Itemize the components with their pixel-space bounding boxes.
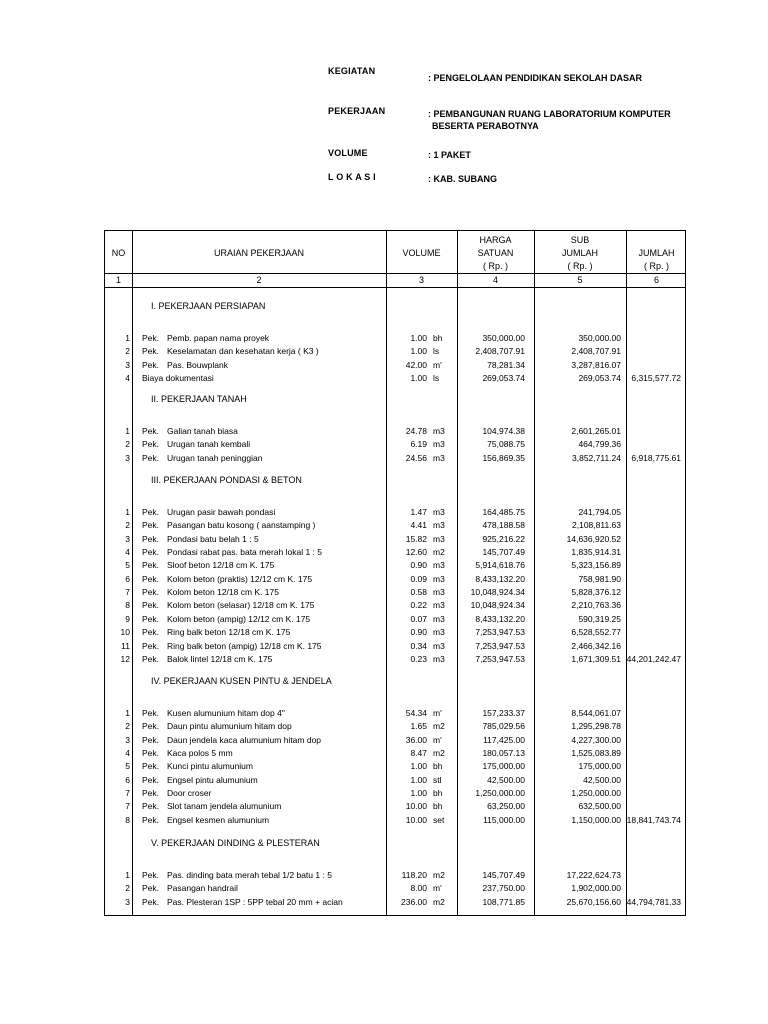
row-subtotal: 2,108,811.63	[572, 520, 621, 531]
col-number: 2	[256, 275, 262, 285]
kegiatan-value: : PENGELOLAAN PENDIDIKAN SEKOLAH DASAR	[428, 73, 643, 83]
row-volume: 0.07	[410, 613, 427, 624]
row-unit: m3	[433, 627, 445, 638]
row-number: 2	[125, 721, 130, 732]
row-number: 3	[125, 896, 130, 907]
row-unit-price: 78,281.34	[487, 359, 525, 370]
row-subtotal: 350,000.00	[578, 333, 621, 343]
table-row	[105, 653, 687, 666]
row-unit: m'	[433, 734, 442, 745]
row-prefix: Pek.	[142, 640, 160, 651]
table-row	[105, 345, 687, 358]
row-number: 5	[125, 560, 130, 571]
row-description: Kolom beton (ampig) 12/12 cm K. 175	[167, 613, 311, 624]
row-unit-price: 63,250.00	[487, 801, 525, 812]
header-no: NO	[111, 248, 126, 258]
table-row	[105, 425, 687, 438]
row-total: 18,841,743.74	[626, 814, 681, 825]
table-row	[105, 438, 687, 451]
row-volume: 0.09	[410, 573, 427, 584]
row-number: 1	[125, 333, 130, 343]
row-unit: ls	[433, 373, 440, 384]
header-volume: VOLUME	[402, 248, 441, 258]
header-harga-line1: HARGA	[479, 235, 512, 245]
row-unit-price: 75,088.75	[487, 439, 525, 450]
table-row	[105, 506, 687, 519]
row-number: 12	[120, 653, 130, 664]
table-row	[105, 814, 687, 827]
table-row	[105, 546, 687, 559]
row-volume: 6.19	[410, 439, 427, 450]
row-prefix: Pek.	[142, 627, 160, 638]
row-volume: 1.00	[410, 346, 427, 357]
row-number: 6	[125, 774, 130, 785]
row-number: 10	[120, 627, 130, 638]
row-prefix: Pek.	[142, 748, 160, 759]
row-description: Kaca polos 5 mm	[167, 748, 233, 759]
section-title: IV. PEKERJAAN KUSEN PINTU & JENDELA	[151, 676, 332, 686]
row-unit: m2	[433, 721, 445, 732]
header-lokasi	[328, 172, 728, 192]
row-subtotal: 1,835,914.31	[571, 547, 621, 558]
col-number: 3	[418, 275, 424, 285]
row-description: Biaya dokumentasi	[142, 373, 214, 384]
row-unit: set	[433, 814, 445, 825]
volume-value: : 1 PAKET	[428, 150, 471, 160]
row-prefix: Pek.	[142, 520, 160, 531]
header-harga-line2: SATUAN	[477, 248, 514, 258]
table-row	[105, 640, 687, 653]
row-description: Pemb. papan nama proyek	[167, 333, 270, 343]
row-prefix: Pek.	[142, 761, 160, 772]
lokasi-value: : KAB. SUBANG	[428, 174, 497, 184]
row-subtotal: 17,222,624.73	[566, 870, 621, 880]
row-description: Daun jendela kaca alumunium hitam dop	[167, 734, 322, 745]
table-row	[105, 787, 687, 800]
row-unit-price: 7,253,947.53	[475, 640, 525, 651]
row-number: 4	[125, 373, 130, 384]
row-description: Urugan tanah kembali	[167, 439, 251, 450]
row-prefix: Pek.	[142, 533, 160, 544]
kegiatan-label: KEGIATAN	[328, 66, 376, 76]
row-number: 1	[125, 870, 130, 880]
row-unit-price: 7,253,947.53	[475, 627, 525, 638]
table-row	[105, 533, 687, 546]
row-subtotal: 241,794.05	[578, 507, 621, 517]
row-volume: 0.22	[410, 600, 427, 611]
table-row	[105, 519, 687, 532]
table-row	[105, 707, 687, 720]
table-row	[105, 372, 687, 385]
table-row	[105, 882, 687, 895]
row-prefix: Pek.	[142, 547, 160, 558]
header-divider	[105, 287, 685, 288]
row-description: Ring balk beton (ampig) 12/18 cm K. 175	[167, 640, 322, 651]
row-description: Pondasi rabat pas. bata merah lokal 1 : 5	[167, 547, 322, 558]
row-unit-price: 1,250,000.00	[475, 788, 525, 799]
col-number: 6	[653, 275, 659, 285]
row-prefix: Pek.	[142, 573, 160, 584]
row-description: Slot tanam jendela alumunium	[167, 801, 282, 812]
row-unit: m3	[433, 600, 445, 611]
row-unit-price: 164,485.75	[482, 507, 525, 517]
row-number: 4	[125, 547, 130, 558]
table-row	[105, 800, 687, 813]
row-volume: 1.47	[410, 507, 427, 517]
header-harga-satuan	[457, 234, 534, 272]
row-prefix: Pek.	[142, 870, 160, 880]
row-prefix: Pek.	[142, 653, 160, 664]
row-unit-price: 104,974.38	[482, 426, 525, 436]
row-subtotal: 42,500.00	[583, 774, 621, 785]
row-prefix: Pek.	[142, 452, 160, 463]
row-unit: m3	[433, 439, 445, 450]
row-number: 2	[125, 520, 130, 531]
row-subtotal: 25,670,156.60	[566, 896, 621, 907]
row-prefix: Pek.	[142, 788, 160, 799]
row-volume: 1.00	[410, 761, 427, 772]
row-unit-price: 10,048,924.34	[470, 587, 525, 598]
table-row	[105, 896, 687, 909]
row-number: 8	[125, 600, 130, 611]
section-title: V. PEKERJAAN DINDING & PLESTERAN	[151, 838, 320, 848]
row-volume: 8.00	[410, 883, 427, 894]
row-volume: 0.58	[410, 587, 427, 598]
row-prefix: Pek.	[142, 896, 160, 907]
header-kegiatan	[328, 66, 728, 106]
row-prefix: Pek.	[142, 613, 160, 624]
table-row	[105, 760, 687, 773]
header-uraian: URAIAN PEKERJAAN	[213, 248, 305, 258]
row-unit-price: 157,233.37	[482, 708, 525, 718]
row-unit-price: 42,500.00	[487, 774, 525, 785]
row-subtotal: 2,601,265.01	[571, 426, 621, 436]
row-number: 7	[125, 587, 130, 598]
row-prefix: Pek.	[142, 426, 160, 436]
row-unit: m2	[433, 870, 445, 880]
row-unit: m3	[433, 507, 445, 517]
row-volume: 10.00	[405, 801, 427, 812]
row-subtotal: 464,799.36	[578, 439, 621, 450]
row-subtotal: 2,466,342.16	[571, 640, 621, 651]
row-prefix: Pek.	[142, 346, 160, 357]
row-total: 6,918,775.61	[631, 452, 681, 463]
row-unit-price: 145,707.49	[482, 547, 525, 558]
row-description: Galian tanah biasa	[167, 426, 238, 436]
row-subtotal: 175,000.00	[578, 761, 621, 772]
row-unit: bh	[433, 333, 443, 343]
row-volume: 1.00	[410, 788, 427, 799]
row-subtotal: 1,525,083.89	[571, 748, 621, 759]
row-description: Kolom beton (selasar) 12/18 cm K. 175	[167, 600, 315, 611]
col-number: 5	[577, 275, 583, 285]
row-description: Pasangan handrail	[167, 883, 238, 894]
row-unit: m3	[433, 452, 445, 463]
row-number: 11	[121, 640, 130, 651]
row-unit: ls	[433, 346, 440, 357]
row-unit: m3	[433, 533, 445, 544]
row-volume: 24.56	[405, 452, 427, 463]
row-number: 7	[125, 801, 130, 812]
row-description: Keselamatan dan kesehatan kerja ( K3 )	[167, 346, 319, 357]
row-subtotal: 1,295,298.78	[571, 721, 621, 732]
row-unit-price: 175,000.00	[482, 761, 525, 772]
row-total: 44,201,242.47	[626, 653, 681, 664]
lokasi-label: L O K A S I	[328, 172, 376, 182]
header-sub-jumlah	[534, 234, 626, 272]
row-subtotal: 632,500.00	[578, 801, 621, 812]
row-unit-price: 108,771.85	[482, 896, 525, 907]
header-pekerjaan	[328, 106, 728, 148]
row-prefix: Pek.	[142, 734, 160, 745]
table-row	[105, 747, 687, 760]
row-description: Kolom beton (praktis) 12/12 cm K. 175	[167, 573, 313, 584]
row-number: 2	[125, 883, 130, 894]
row-description: Door croser	[167, 788, 212, 799]
table-row	[105, 359, 687, 372]
row-number: 2	[125, 439, 130, 450]
row-number: 3	[125, 734, 130, 745]
row-prefix: Pek.	[142, 721, 160, 732]
row-description: Pas. Plesteran 1SP : 5PP tebal 20 mm + acian	[167, 896, 343, 907]
row-unit: m3	[433, 520, 445, 531]
row-number: 4	[125, 748, 130, 759]
header-jumlah	[626, 247, 687, 272]
row-number: 8	[125, 814, 130, 825]
row-description: Urugan pasir bawah pondasi	[167, 507, 276, 517]
pekerjaan-label: PEKERJAAN	[328, 106, 386, 116]
row-volume: 0.90	[410, 627, 427, 638]
col-number: 4	[492, 275, 498, 285]
row-volume: 0.23	[410, 653, 427, 664]
row-volume: 236.00	[401, 896, 427, 907]
document-header	[328, 66, 728, 192]
row-subtotal: 5,828,376.12	[571, 587, 621, 598]
row-prefix: Pek.	[142, 439, 160, 450]
header-sub-line3: ( Rp. )	[567, 261, 593, 271]
row-volume: 1.00	[410, 774, 427, 785]
row-unit: m3	[433, 640, 445, 651]
section-title: II. PEKERJAAN TANAH	[151, 394, 247, 404]
row-unit-price: 478,188.58	[482, 520, 525, 531]
row-volume: 36.00	[405, 734, 427, 745]
row-description: Kunci pintu alumunium	[167, 761, 253, 772]
table-row	[105, 573, 687, 586]
row-volume: 15.82	[405, 533, 427, 544]
row-volume: 10.00	[405, 814, 427, 825]
row-prefix: Pek.	[142, 708, 160, 718]
table-row	[105, 613, 687, 626]
header-harga-line3: ( Rp. )	[482, 261, 508, 271]
row-unit: bh	[433, 801, 443, 812]
row-unit: m2	[433, 896, 445, 907]
col-number: 1	[115, 275, 121, 285]
row-subtotal: 758,981.90	[578, 573, 621, 584]
row-description: Kusen alumunium hitam dop 4"	[167, 708, 285, 718]
row-unit-price: 925,216.22	[482, 533, 525, 544]
header-jumlah-line1: JUMLAH	[638, 248, 675, 258]
row-description: Daun pintu alumunium hitam dop	[167, 721, 292, 732]
row-description: Kolom beton 12/18 cm K. 175	[167, 587, 279, 598]
row-number: 1	[125, 708, 130, 718]
row-unit-price: 145,707.49	[482, 870, 525, 880]
row-total: 44,794,781.33	[626, 896, 681, 907]
pekerjaan-value-line1: : PEMBANGUNAN RUANG LABORATORIUM KOMPUTER	[428, 109, 671, 119]
row-unit: m'	[433, 883, 442, 894]
row-unit: m3	[433, 587, 445, 598]
row-unit-price: 10,048,924.34	[470, 600, 525, 611]
table-row	[105, 869, 687, 882]
row-unit: stl	[433, 774, 442, 785]
row-subtotal: 14,636,920.52	[566, 533, 621, 544]
row-unit: m3	[433, 426, 445, 436]
row-number: 5	[125, 761, 130, 772]
row-volume: 1.00	[410, 373, 427, 384]
row-subtotal: 1,150,000.00	[571, 814, 621, 825]
row-number: 1	[125, 426, 130, 436]
row-number: 3	[125, 452, 130, 463]
row-unit-price: 2,408,707.91	[475, 346, 525, 357]
row-unit: m3	[433, 560, 445, 571]
table-row	[105, 586, 687, 599]
row-subtotal: 1,902,000.00	[571, 883, 621, 894]
row-prefix: Pek.	[142, 600, 160, 611]
row-description: Engsel pintu alumunium	[167, 774, 258, 785]
row-unit: bh	[433, 788, 443, 799]
row-unit-price: 269,053.74	[482, 373, 525, 384]
table-row	[105, 452, 687, 465]
row-description: Urugan tanah peninggian	[167, 452, 263, 463]
row-total: 6,315,577.72	[631, 373, 681, 384]
row-volume: 0.34	[410, 640, 427, 651]
row-number: 6	[125, 573, 130, 584]
row-volume: 54.34	[405, 708, 427, 718]
table-row	[105, 626, 687, 639]
row-volume: 0.90	[410, 560, 427, 571]
header-jumlah-line2: ( Rp. )	[643, 261, 669, 271]
table-row	[105, 599, 687, 612]
row-volume: 12.60	[405, 547, 427, 558]
row-prefix: Pek.	[142, 333, 160, 343]
row-prefix: Pek.	[142, 560, 160, 571]
row-volume: 8.47	[410, 748, 427, 759]
section-title: III. PEKERJAAN PONDASI & BETON	[151, 475, 302, 485]
row-unit-price: 350,000.00	[482, 333, 525, 343]
row-unit-price: 7,253,947.53	[475, 653, 525, 664]
row-subtotal: 1,671,309.51	[571, 653, 621, 664]
row-description: Balok lintel 12/18 cm K. 175	[167, 653, 273, 664]
row-volume: 42.00	[405, 359, 427, 370]
header-sub-line2: JUMLAH	[561, 248, 598, 258]
row-unit-price: 8,433,132.20	[475, 573, 525, 584]
volume-label: VOLUME	[328, 148, 368, 158]
row-unit: m3	[433, 573, 445, 584]
row-volume: 1.65	[410, 721, 427, 732]
row-subtotal: 6,528,552.77	[571, 627, 621, 638]
row-description: Engsel kesmen alumunium	[167, 814, 270, 825]
row-description: Pondasi batu belah 1 : 5	[167, 533, 259, 544]
row-subtotal: 4,227,300.00	[571, 734, 621, 745]
cost-table	[104, 230, 686, 916]
row-prefix: Pek.	[142, 359, 160, 370]
row-number: 7	[125, 788, 130, 799]
row-unit-price: 5,914,618.76	[475, 560, 525, 571]
row-description: Pas. dinding bata merah tebal 1/2 batu 1 : 5	[167, 870, 332, 880]
row-number: 1	[125, 507, 130, 517]
row-subtotal: 3,287,816.07	[571, 359, 621, 370]
row-prefix: Pek.	[142, 814, 160, 825]
row-subtotal: 1,250,000.00	[571, 788, 621, 799]
row-unit: bh	[433, 761, 443, 772]
row-unit: m2	[433, 748, 445, 759]
row-volume: 118.20	[401, 870, 427, 880]
row-subtotal: 5,323,156.89	[571, 560, 621, 571]
row-unit: m'	[433, 708, 442, 718]
row-description: Sloof beton 12/18 cm K. 175	[167, 560, 275, 571]
table-row	[105, 559, 687, 572]
row-subtotal: 590,319.25	[578, 613, 621, 624]
row-subtotal: 3,852,711.24	[572, 452, 621, 463]
pekerjaan-value-line2: BESERTA PERABOTNYA	[432, 121, 539, 131]
row-prefix: Pek.	[142, 774, 160, 785]
row-number: 2	[125, 346, 130, 357]
row-unit-price: 180,057.13	[482, 748, 525, 759]
row-unit: m2	[433, 547, 445, 558]
row-description: Ring balk beton 12/18 cm K. 175	[167, 627, 291, 638]
row-unit-price: 237,750.00	[482, 883, 525, 894]
row-unit-price: 785,029.56	[482, 721, 525, 732]
row-unit-price: 8,433,132.20	[475, 613, 525, 624]
row-number: 3	[125, 359, 130, 370]
row-volume: 4.41	[410, 520, 427, 531]
header-volume	[328, 148, 728, 172]
row-subtotal: 2,210,763.36	[571, 600, 621, 611]
row-description: Pasangan batu kosong ( aanstamping )	[167, 520, 316, 531]
table-row	[105, 720, 687, 733]
row-number: 3	[125, 533, 130, 544]
row-volume: 24.78	[405, 426, 427, 436]
row-unit-price: 115,000.00	[483, 814, 525, 825]
row-unit: m3	[433, 653, 445, 664]
section-title: I. PEKERJAAN PERSIAPAN	[151, 301, 266, 311]
table-row	[105, 774, 687, 787]
row-prefix: Pek.	[142, 587, 160, 598]
row-description: Pas. Bouwplank	[167, 359, 228, 370]
row-volume: 1.00	[410, 333, 427, 343]
row-unit: m'	[433, 359, 442, 370]
row-subtotal: 269,053.74	[578, 373, 621, 384]
table-row	[105, 332, 687, 345]
row-subtotal: 2,408,707.91	[571, 346, 621, 357]
row-prefix: Pek.	[142, 507, 160, 517]
header-sub-line1: SUB	[570, 235, 590, 245]
row-unit-price: 117,425.00	[483, 734, 525, 745]
table-row	[105, 734, 687, 747]
row-unit: m3	[433, 613, 445, 624]
row-prefix: Pek.	[142, 883, 160, 894]
row-unit-price: 156,869.35	[482, 452, 525, 463]
row-number: 9	[125, 613, 130, 624]
row-prefix: Pek.	[142, 801, 160, 812]
header-divider	[105, 273, 685, 274]
row-subtotal: 8,544,061.07	[571, 708, 621, 718]
